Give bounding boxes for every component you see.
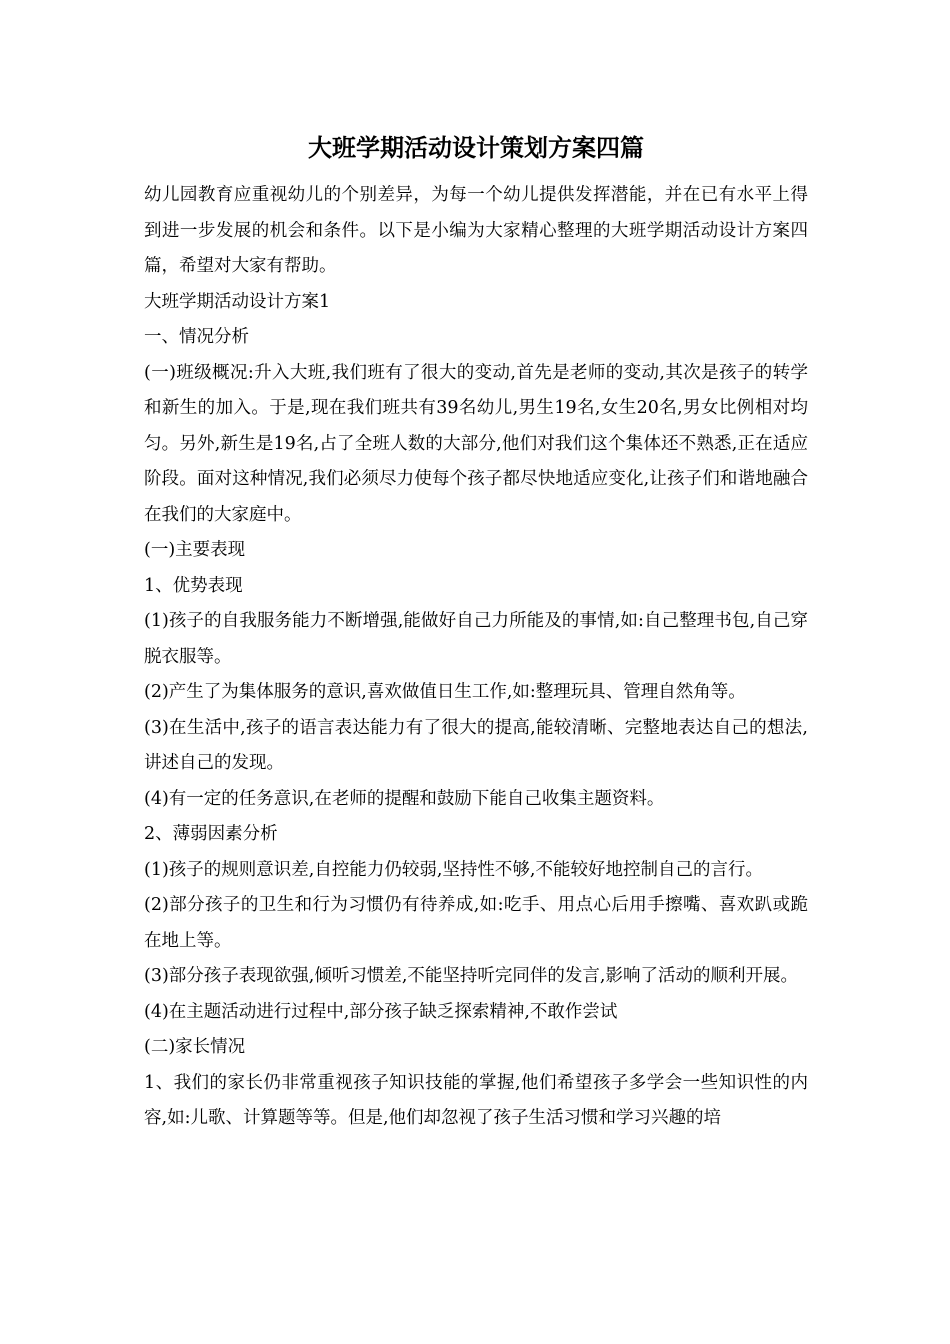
heading-situation-analysis: 一、情况分析 [144,327,249,347]
weakness-item-3: (3)部分孩子表现欲强,倾听习惯差,不能坚持听完同伴的发言,影响了活动的顺利开展。 [144,966,798,986]
intro-paragraph: 幼儿园教育应重视幼儿的个别差异，为每一个幼儿提供发挥潜能，并在已有水平上得到进一步发展的机会和条件。以下是小编为大家精心整理的大班学期活动设计方案四篇，希望对大家有帮助。 [144,185,808,276]
weakness-item-1: (1)孩子的规则意识差,自控能力仍较弱,坚持性不够,不能较好地控制自己的言行。 [144,859,763,880]
strength-item-2: (2)产生了为集体服务的意识,喜欢做值日生工作,如:整理玩具、管理自然角等。 [144,682,746,702]
weakness-item-4: (4)在主题活动进行过程中,部分孩子缺乏探索精神,不敢作尝试 [144,1001,618,1022]
heading-parents-situation: (二)家长情况 [144,1037,246,1057]
strength-item-4: (4)有一定的任务意识,在老师的提醒和鼓励下能自己收集主题资料。 [144,788,665,809]
heading-weakness-analysis: 2、薄弱因素分析 [144,824,278,844]
heading-main-performance: (一)主要表现 [144,540,246,560]
section-heading-plan-1: 大班学期活动设计方案1 [144,291,331,312]
parents-item-1: 1、我们的家长仍非常重视孩子知识技能的掌握,他们希望孩子多学会一些知识性的内容,如:儿歌、计算题等等。但是,他们却忽视了孩子生活习惯和学习兴趣的培 [144,1072,808,1128]
weakness-item-2: (2)部分孩子的卫生和行为习惯仍有待养成,如:吃手、用点心后用手擦嘴、喜欢趴或跪在地上等。 [144,895,808,951]
strength-item-3: (3)在生活中,孩子的语言表达能力有了很大的提高,能较清晰、完整地表达自己的想法,讲述自己的发现。 [144,717,808,773]
class-overview-paragraph: (一)班级概况:升入大班,我们班有了很大的变动,首先是老师的变动,其次是孩子的转学和新生的加入。于是,现在我们班共有39名幼儿,男生19名,女生20名,男女比例相对均匀。另外,新生是19名,占了全班人数的大部分,他们对我们这个集体还不熟悉,正在适应阶段。面对这种情况,我们必须尽力使每个孩子都尽快地适应变化,让孩子们和谐地融合在我们的大家庭中。 [144,362,808,525]
document-title: 大班学期活动设计策划方案四篇 [308,133,644,162]
heading-strengths: 1、优势表现 [144,575,243,596]
strength-item-1: (1)孩子的自我服务能力不断增强,能做好自己力所能及的事情,如:自己整理书包,自己穿脱衣服等。 [144,611,808,667]
document-page [144,128,808,1137]
